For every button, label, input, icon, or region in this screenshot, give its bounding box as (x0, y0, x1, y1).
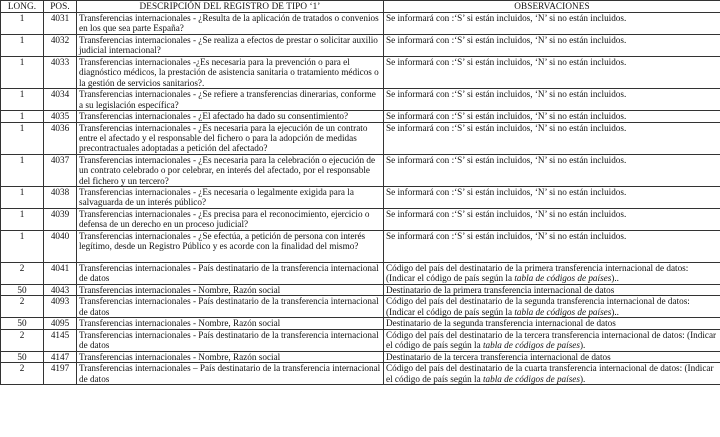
table-row (1, 329, 720, 351)
country-codes-table-reference: tabla de códigos de países (482, 373, 580, 384)
table-row (1, 57, 720, 89)
observation-tail: ).. (611, 306, 619, 317)
observation-cell: Se informará con :‘S’ si están incluidos, ‘N’ si no están incluidos. (384, 154, 720, 186)
description-cell: Transferencias internacionales - País destinatario de la transferencia internacional de datos (77, 296, 384, 318)
table-row (1, 209, 720, 231)
long-cell: 1 (1, 231, 44, 263)
long-cell: 1 (1, 35, 44, 57)
observation-cell (384, 296, 720, 318)
observation-tail: ). (579, 340, 586, 351)
long-cell: 1 (1, 111, 44, 122)
table-row (1, 122, 720, 154)
observation-text: Código del país del destinatario de la tercera transferencia internacional de datos: (Indicar el código de país según la (386, 329, 717, 351)
pos-cell: 4040 (44, 231, 77, 263)
description-cell: Transferencias internacionales - Nombre, Razón social (77, 318, 384, 329)
pos-cell: 4039 (44, 209, 77, 231)
country-codes-table-reference: tabla de códigos de países (482, 340, 580, 351)
description-cell: Transferencias internacionales - País destinatario de la transferencia internacional de datos (77, 263, 384, 285)
long-cell: 1 (1, 13, 44, 35)
observation-cell: Destinatario de la segunda transferencia internacional de datos (384, 318, 720, 329)
pos-cell: 4095 (44, 318, 77, 329)
description-cell: Transferencias internacionales - Nombre, Razón social (77, 351, 384, 362)
table-row (1, 154, 720, 186)
pos-cell: 4034 (44, 89, 77, 111)
pos-cell: 4032 (44, 35, 77, 57)
header-row (1, 1, 720, 13)
header-observaciones: OBSERVACIONES (384, 1, 720, 13)
description-cell: Transferencias internacionales - País destinatario de la transferencia internacional de datos (77, 329, 384, 351)
observation-text: Código del país del destinatario de la segunda transferencia internacional de datos: (Indicar el código de país según la (386, 296, 690, 317)
long-cell: 2 (1, 329, 44, 351)
table-row (1, 318, 720, 329)
long-cell: 50 (1, 285, 44, 296)
observation-tail: ).. (611, 273, 619, 284)
description-cell: Transferencias internacionales - ¿Se refiere a transferencias dinerarias, conforme a su legislación específica? (77, 89, 384, 111)
long-cell: 50 (1, 351, 44, 362)
long-cell: 1 (1, 209, 44, 231)
long-cell: 50 (1, 318, 44, 329)
table-row (1, 285, 720, 296)
description-cell: Transferencias internacionales - ¿Se efectúa, a petición de persona con interés legítimo, desde un Registro Público y es acorde con la finalidad del mismo? (77, 231, 384, 263)
observation-cell: Destinatario de la primera transferencia internacional de datos (384, 285, 720, 296)
table-row (1, 351, 720, 362)
pos-cell: 4147 (44, 351, 77, 362)
table-row (1, 263, 720, 285)
table-body (1, 13, 720, 385)
pos-cell: 4031 (44, 13, 77, 35)
header-pos: POS. (44, 1, 77, 13)
description-cell: Transferencias internacionales - ¿Es necesaria para la celebración o ejecución de un contrato celebrado o por celebrar, en interés del afectado, por el responsable del fichero y un tercero? (77, 154, 384, 186)
observation-text: Código del país del destinatario de la primera transferencia internacional de datos: (Indicar el código de país según la (386, 263, 689, 284)
observation-cell: Se informará con :‘S’ si están incluidos, ‘N’ si no están incluidos. (384, 122, 720, 154)
long-cell: 2 (1, 363, 44, 385)
header-long: LONG. (1, 1, 44, 13)
table-row (1, 13, 720, 35)
long-cell: 1 (1, 122, 44, 154)
long-cell: 1 (1, 187, 44, 209)
observation-cell: Se informará con :‘S’ si están incluidos, ‘N’ si no están incluidos. (384, 187, 720, 209)
observation-cell: Se informará con :‘S’ si están incluidos, ‘N’ si no están incluidos. (384, 231, 720, 263)
pos-cell: 4197 (44, 363, 77, 385)
observation-cell (384, 263, 720, 285)
country-codes-table-reference: tabla de códigos de países (514, 306, 612, 317)
observation-tail: ). (579, 373, 586, 384)
table-row (1, 363, 720, 385)
observation-cell: Destinatario de la tercera transferencia internacional de datos (384, 351, 720, 362)
long-cell: 1 (1, 57, 44, 89)
country-codes-table-reference: tabla de códigos de países (514, 273, 612, 284)
description-cell: Transferencias internacionales - ¿Es necesaria o legalmente exigida para la salvaguarda de un interés público? (77, 187, 384, 209)
observation-cell (384, 329, 720, 351)
observation-cell: Se informará con :‘S’ si están incluidos, ‘N’ si no están incluidos. (384, 13, 720, 35)
description-cell: Transferencias internacionales - ¿Es necesaria para la ejecución de un contrato entre el afectado y el responsable del fichero o para la adopción de medidas precontractuales adoptadas a petición del afectado? (77, 122, 384, 154)
table-row (1, 231, 720, 263)
long-cell: 2 (1, 296, 44, 318)
description-cell: Transferencias internacionales - ¿El afectado ha dado su consentimiento? (77, 111, 384, 122)
observation-cell: Se informará con :‘S’ si están incluidos, ‘N’ si no están incluidos. (384, 209, 720, 231)
description-cell: Transferencias internacionales - ¿Resulta de la aplicación de tratados o convenios en los que sea parte España? (77, 13, 384, 35)
observation-cell: Se informará con :‘S’ si están incluidos, ‘N’ si no están incluidos. (384, 111, 720, 122)
pos-cell: 4035 (44, 111, 77, 122)
pos-cell: 4037 (44, 154, 77, 186)
pos-cell: 4041 (44, 263, 77, 285)
description-cell: Transferencias internacionales - ¿Se realiza a efectos de prestar o solicitar auxilio judicial internacional? (77, 35, 384, 57)
pos-cell: 4033 (44, 57, 77, 89)
pos-cell: 4038 (44, 187, 77, 209)
pos-cell: 4043 (44, 285, 77, 296)
header-descripcion: DESCRIPCIÓN DEL REGISTRO DE TIPO ‘1’ (77, 1, 384, 13)
description-cell: Transferencias internacionales - ¿Es precisa para el reconocimiento, ejercicio o defensa de un derecho en un proceso judicial? (77, 209, 384, 231)
table-row (1, 89, 720, 111)
long-cell: 2 (1, 263, 44, 285)
table-row (1, 111, 720, 122)
observation-cell (384, 363, 720, 385)
description-cell: Transferencias internacionales – País destinatario de la transferencia internacional de datos (77, 363, 384, 385)
table-row (1, 35, 720, 57)
long-cell: 1 (1, 154, 44, 186)
table-row (1, 187, 720, 209)
pos-cell: 4093 (44, 296, 77, 318)
pos-cell: 4036 (44, 122, 77, 154)
long-cell: 1 (1, 89, 44, 111)
pos-cell: 4145 (44, 329, 77, 351)
observation-cell: Se informará con :‘S’ si están incluidos, ‘N’ si no están incluidos. (384, 89, 720, 111)
observation-text: Código del país del destinatario de la cuarta transferencia internacional de datos: (Indicar el código de país según la (386, 363, 714, 384)
observation-cell: Se informará con :‘S’ si están incluidos, ‘N’ si no están incluidos. (384, 35, 720, 57)
description-cell: Transferencias internacionales -¿Es necesaria para la prevención o para el diagnóstico médicos, la prestación de asistencia sanitaria o tratamiento médicos o la gestión de servicios sanitarios?. (77, 57, 384, 89)
observation-cell: Se informará con :‘S’ si están incluidos, ‘N’ si no están incluidos. (384, 57, 720, 89)
table-row (1, 296, 720, 318)
description-cell: Transferencias internacionales - Nombre, Razón social (77, 285, 384, 296)
